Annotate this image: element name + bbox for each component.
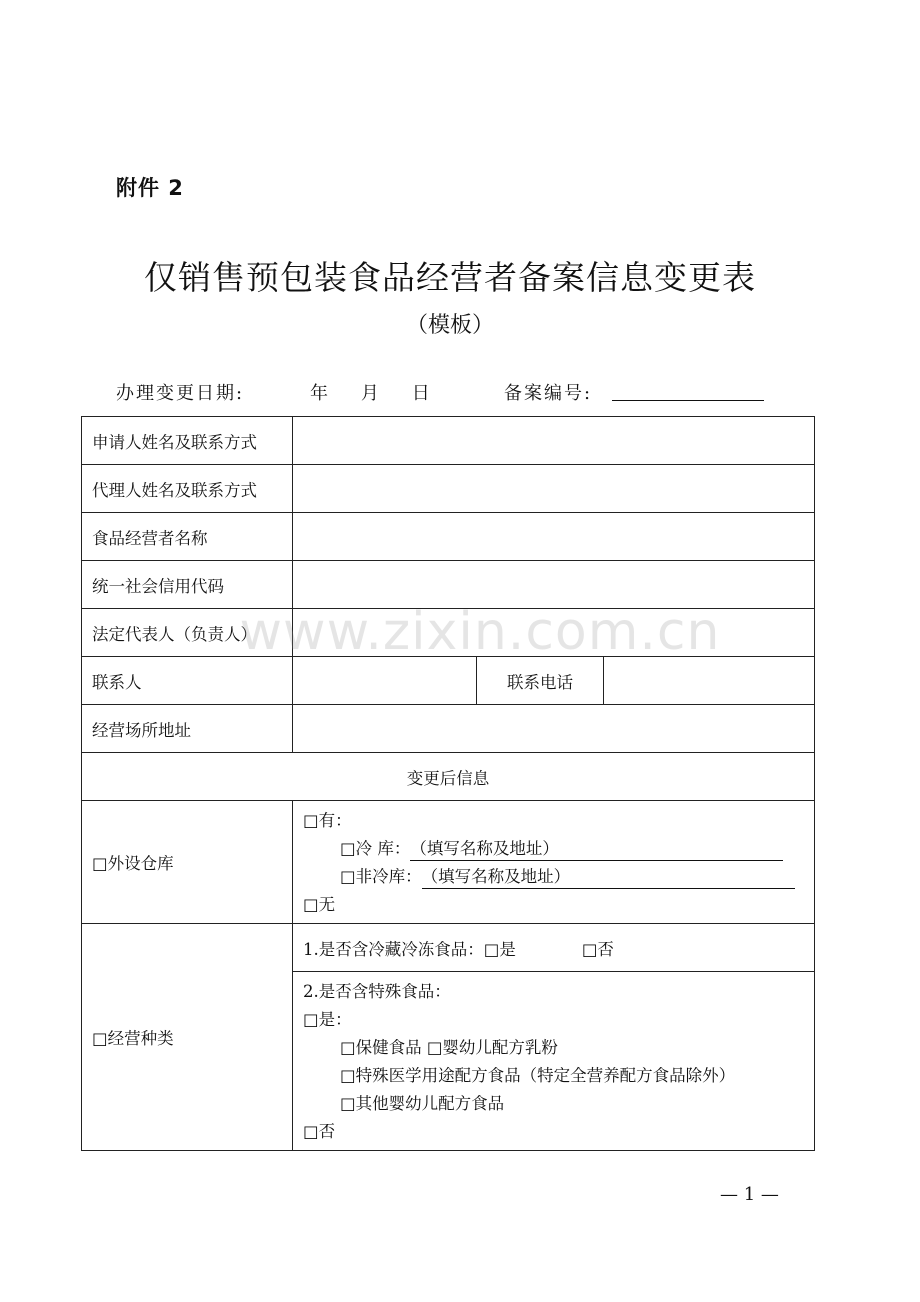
warehouse-label[interactable]: □外设仓库 <box>82 801 293 924</box>
category-label[interactable]: □经营种类 <box>82 924 293 1151</box>
frozen-question <box>293 924 815 972</box>
special-food-yes-checkbox[interactable]: □是： <box>303 1010 352 1029</box>
cold-storage-fill[interactable]: （填写名称及地址） <box>410 838 783 861</box>
legal-rep-label: 法定代表人（负责人） <box>82 609 293 657</box>
contact-person-field[interactable] <box>293 657 477 705</box>
address-field[interactable] <box>293 705 815 753</box>
non-cold-storage-line <box>303 863 804 891</box>
change-date-ymd: 年 月 日 <box>310 383 432 404</box>
agent-label: 代理人姓名及联系方式 <box>82 465 293 513</box>
cold-storage-checkbox[interactable]: □冷 库： <box>340 839 411 858</box>
special-food-options <box>293 972 815 1151</box>
health-food-option[interactable]: □保健食品 □婴幼儿配方乳粉 <box>340 1038 558 1057</box>
operator-name-label: 食品经营者名称 <box>82 513 293 561</box>
table-row <box>82 465 815 513</box>
after-change-heading: 变更后信息 <box>82 753 815 801</box>
table-row <box>82 609 815 657</box>
record-number-label: 备案编号: <box>504 383 593 404</box>
change-form-table <box>81 416 815 1151</box>
infant-formula-option[interactable]: □其他婴幼儿配方食品 <box>340 1094 505 1113</box>
cold-storage-line <box>303 835 804 863</box>
credit-code-label: 统一社会信用代码 <box>82 561 293 609</box>
applicant-field[interactable] <box>293 417 815 465</box>
warehouse-options <box>293 801 815 924</box>
table-row <box>82 657 815 705</box>
page-title: 仅销售预包装食品经营者备案信息变更表 <box>144 258 756 297</box>
operator-name-field[interactable] <box>293 513 815 561</box>
table-row <box>82 417 815 465</box>
contact-phone-label: 联系电话 <box>477 657 604 705</box>
warehouse-none-checkbox[interactable]: □无 <box>303 895 336 914</box>
watermark: www.zixin.com.cn <box>239 602 721 662</box>
applicant-label: 申请人姓名及联系方式 <box>82 417 293 465</box>
agent-field[interactable] <box>293 465 815 513</box>
address-label: 经营场所地址 <box>82 705 293 753</box>
medical-formula-option[interactable]: □特殊医学用途配方食品（特定全营养配方食品除外） <box>340 1066 736 1085</box>
page-number: — 1 — <box>720 1184 779 1205</box>
frozen-no-checkbox[interactable]: □否 <box>581 939 614 959</box>
frozen-yes-checkbox[interactable]: 1.是否含冷藏冷冻食品：□是 <box>303 939 516 959</box>
table-row <box>82 561 815 609</box>
record-number-blank[interactable] <box>612 400 764 401</box>
table-row <box>82 705 815 753</box>
change-date-label: 办理变更日期: <box>116 383 245 404</box>
contact-phone-field[interactable] <box>604 657 815 705</box>
non-cold-storage-checkbox[interactable]: □非冷库： <box>340 867 422 886</box>
contact-person-label: 联系人 <box>82 657 293 705</box>
special-food-no-checkbox[interactable]: □否 <box>303 1122 336 1141</box>
page-subtitle: （模板） <box>405 313 494 338</box>
warehouse-yes-checkbox[interactable]: □有： <box>303 811 352 830</box>
table-row <box>82 513 815 561</box>
special-food-question: 2.是否含特殊食品： <box>303 982 451 1001</box>
attachment-label: 附件 2 <box>116 176 184 200</box>
legal-rep-field[interactable] <box>293 609 815 657</box>
credit-code-field[interactable] <box>293 561 815 609</box>
table-row <box>82 753 815 801</box>
non-cold-storage-fill[interactable]: （填写名称及地址） <box>422 866 795 889</box>
table-row <box>82 801 815 924</box>
table-row <box>82 924 815 972</box>
